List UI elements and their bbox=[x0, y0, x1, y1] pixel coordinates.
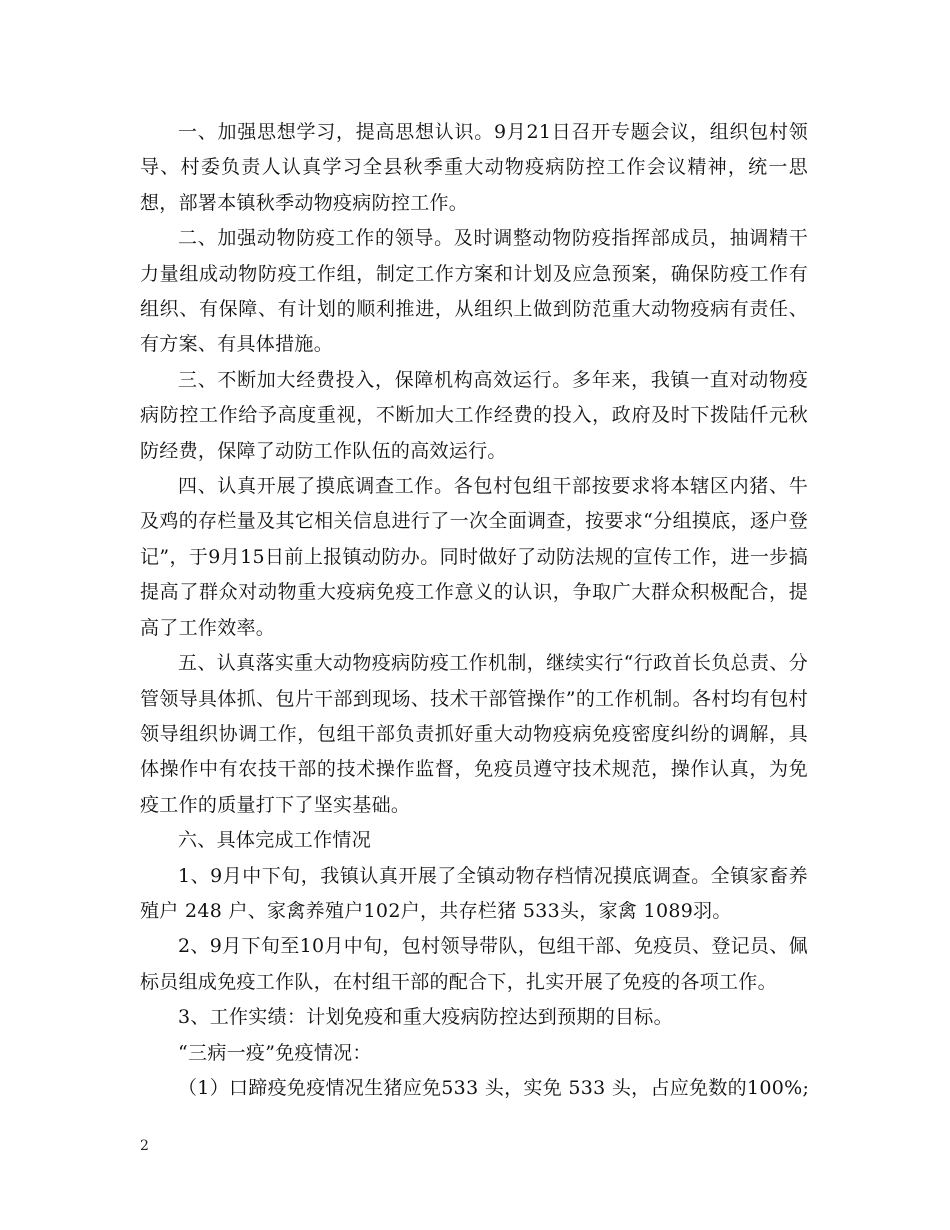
paragraph-immunization-heading: “三病一疫”免疫情况： bbox=[178, 1041, 372, 1064]
paragraph-item-1-livestock: 1、9月中下旬，我镇认真开展了全镇动物存档情况摸底调查。全镇家畜养殖户 248 户、家禽养殖户102户，共存栏猪 533头，家禽 1089羽。 bbox=[140, 864, 808, 922]
document-body bbox=[140, 115, 808, 1106]
paragraph-6-heading: 六、具体完成工作情况 bbox=[178, 829, 372, 852]
paragraph-1-ideology-study: 一、加强思想学习，提高思想认识。9月21日召开专题会议，组织包村领导、村委负责人认真学习全县秋季重大动物疫病防控工作会议精神，统一思想，部署本镇秋季动物疫病防控工作。 bbox=[140, 121, 808, 214]
paragraph-foot-and-mouth: （1）口蹄疫免疫情况生猪应免533 头，实免 533 头，占应免数的100%; bbox=[178, 1076, 810, 1099]
paragraph-5-mechanism: 五、认真落实重大动物疫病防疫工作机制，继续实行“行政首长负总责、分管领导具体抓、包片干部到现场、技术干部管操作”的工作机制。各村均有包村领导组织协调工作，包组干部负责抓好重大动物疫病免疫密度纠纷的调解，具体操作中有农技干部的技术操作监督，免疫员遵守技术规范，操作认真，为免疫工作的质量打下了坚实基础。 bbox=[140, 652, 808, 816]
paragraph-4-survey: 四、认真开展了摸底调查工作。各包村包组干部按要求将本辖区内猪、牛及鸡的存栏量及其它相关信息进行了一次全面调查，按要求“分组摸底，逐户登记”，于9月15日前上报镇动防办。同时做好了动防法规的宣传工作，进一步搞提高了群众对动物重大疫病免疫工作意义的认识，争取广大群众积极配合，提高了工作效率。 bbox=[140, 475, 808, 639]
page-number: 2 bbox=[140, 1138, 149, 1154]
paragraph-3-funding: 三、不断加大经费投入，保障机构高效运行。多年来，我镇一直对动物疫病防控工作给予高度重视，不断加大工作经费的投入，政府及时下拨陆仟元秋防经费，保障了动防工作队伍的高效运行。 bbox=[140, 368, 808, 462]
paragraph-item-3-results: 3、工作实绩：计划免疫和重大疫病防控达到预期的目标。 bbox=[178, 1006, 673, 1029]
paragraph-2-leadership: 二、加强动物防疫工作的领导。及时调整动物防疫指挥部成员，抽调精干力量组成动物防疫工作组，制定工作方案和计划及应急预案，确保防疫工作有组织、有保障、有计划的顺利推进，从组织上做到防范重大动物疫病有责任、有方案、有具体措施。 bbox=[140, 227, 808, 356]
paragraph-item-2-team: 2、9月下旬至10月中旬，包村领导带队，包组干部、免疫员、登记员、佩标员组成免疫工作队，在村组干部的配合下，扎实开展了免疫的各项工作。 bbox=[140, 935, 808, 993]
